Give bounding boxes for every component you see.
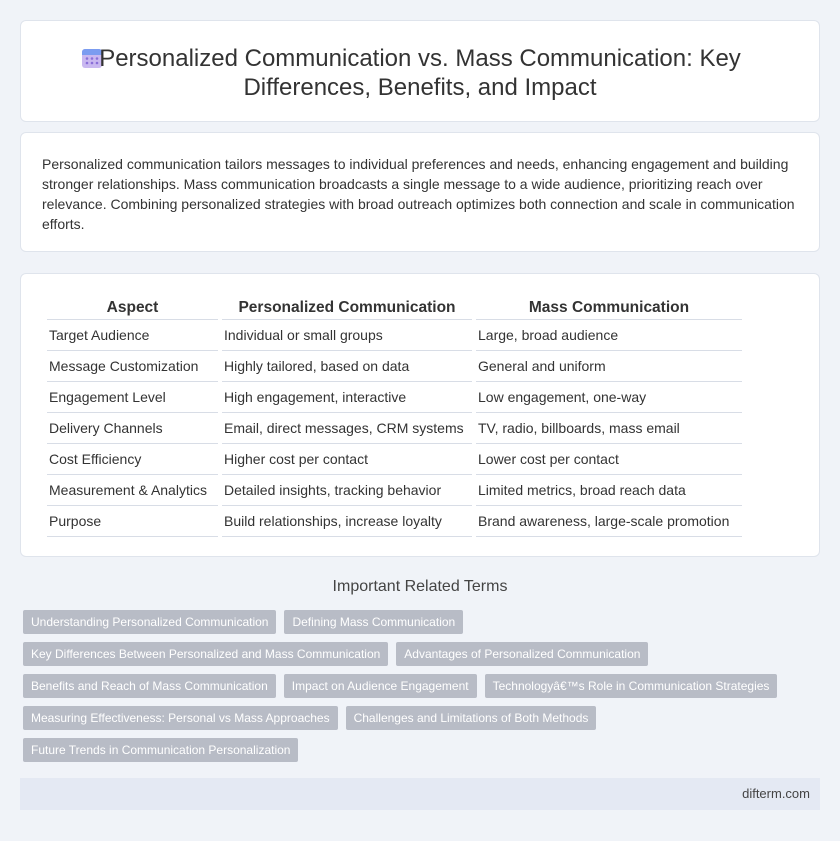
table-cell: Build relationships, increase loyalty <box>222 506 472 537</box>
related-term-tag[interactable]: Challenges and Limitations of Both Methods <box>346 706 597 730</box>
tag-row <box>23 642 803 666</box>
table-cell: Large, broad audience <box>476 320 742 351</box>
related-term-tag[interactable]: Measuring Effectiveness: Personal vs Mass Approaches <box>23 706 338 730</box>
footer-site-link[interactable]: difterm.com <box>742 786 810 801</box>
related-terms-title: Important Related Terms <box>332 578 508 595</box>
table-cell: Email, direct messages, CRM systems <box>222 413 472 444</box>
tag-row <box>23 738 803 762</box>
table-cell: Target Audience <box>47 320 218 351</box>
intro-card <box>20 132 820 252</box>
table-cell: Engagement Level <box>47 382 218 413</box>
table-cell: Delivery Channels <box>47 413 218 444</box>
page-title <box>21 44 819 102</box>
header-personalized: Personalized Communication <box>222 296 472 320</box>
table-cell: Brand awareness, large-scale promotion <box>476 506 742 537</box>
related-term-tag[interactable]: Advantages of Personalized Communication <box>396 642 648 666</box>
table-row <box>47 413 742 444</box>
table-cell: Detailed insights, tracking behavior <box>222 475 472 506</box>
table-cell: Limited metrics, broad reach data <box>476 475 742 506</box>
table-cell: Lower cost per contact <box>476 444 742 475</box>
comparison-table-card <box>20 273 820 557</box>
table-row <box>47 382 742 413</box>
header-mass: Mass Communication <box>476 296 742 320</box>
table-cell: Higher cost per contact <box>222 444 472 475</box>
related-term-tag[interactable]: Technologyâ€™s Role in Communication Strategies <box>485 674 778 698</box>
table-cell: General and uniform <box>476 351 742 382</box>
comparison-table <box>43 296 746 537</box>
table-row <box>47 506 742 537</box>
related-term-tag[interactable]: Future Trends in Communication Personalization <box>23 738 298 762</box>
page-title-line-2: Differences, Benefits, and Impact <box>243 74 597 101</box>
table-cell: TV, radio, billboards, mass email <box>476 413 742 444</box>
table-row <box>47 320 742 351</box>
table-cell: High engagement, interactive <box>222 382 472 413</box>
table-cell: Individual or small groups <box>222 320 472 351</box>
table-row <box>47 475 742 506</box>
table-header-row <box>47 296 742 320</box>
title-card <box>20 20 820 122</box>
table-cell: Message Customization <box>47 351 218 382</box>
table-cell: Low engagement, one-way <box>476 382 742 413</box>
table-row <box>47 351 742 382</box>
table-cell: Cost Efficiency <box>47 444 218 475</box>
footer <box>20 778 820 810</box>
related-term-tag[interactable]: Impact on Audience Engagement <box>284 674 477 698</box>
related-terms-list <box>23 610 803 770</box>
related-term-tag[interactable]: Key Differences Between Personalized and Mass Communication <box>23 642 388 666</box>
tag-row <box>23 706 803 730</box>
header-aspect: Aspect <box>47 296 218 320</box>
related-term-tag[interactable]: Understanding Personalized Communication <box>23 610 276 634</box>
tag-row <box>23 610 803 634</box>
tag-row <box>23 674 803 698</box>
table-cell: Purpose <box>47 506 218 537</box>
table-row <box>47 444 742 475</box>
page-title-line-1: Personalized Communication vs. Mass Communication: Key <box>99 45 741 72</box>
related-term-tag[interactable]: Defining Mass Communication <box>284 610 463 634</box>
related-term-tag[interactable]: Benefits and Reach of Mass Communication <box>23 674 276 698</box>
table-cell: Measurement & Analytics <box>47 475 218 506</box>
intro-text: Personalized communication tailors messages to individual preferences and needs, enhancing engagement and building stronger relationships. Mass communication broadcasts a single message to a wide audience, prioritizing reach over relevance. Combining personalized strategies with broad outreach optimizes both connection and scale in communication efforts. <box>42 156 795 232</box>
table-cell: Highly tailored, based on data <box>222 351 472 382</box>
